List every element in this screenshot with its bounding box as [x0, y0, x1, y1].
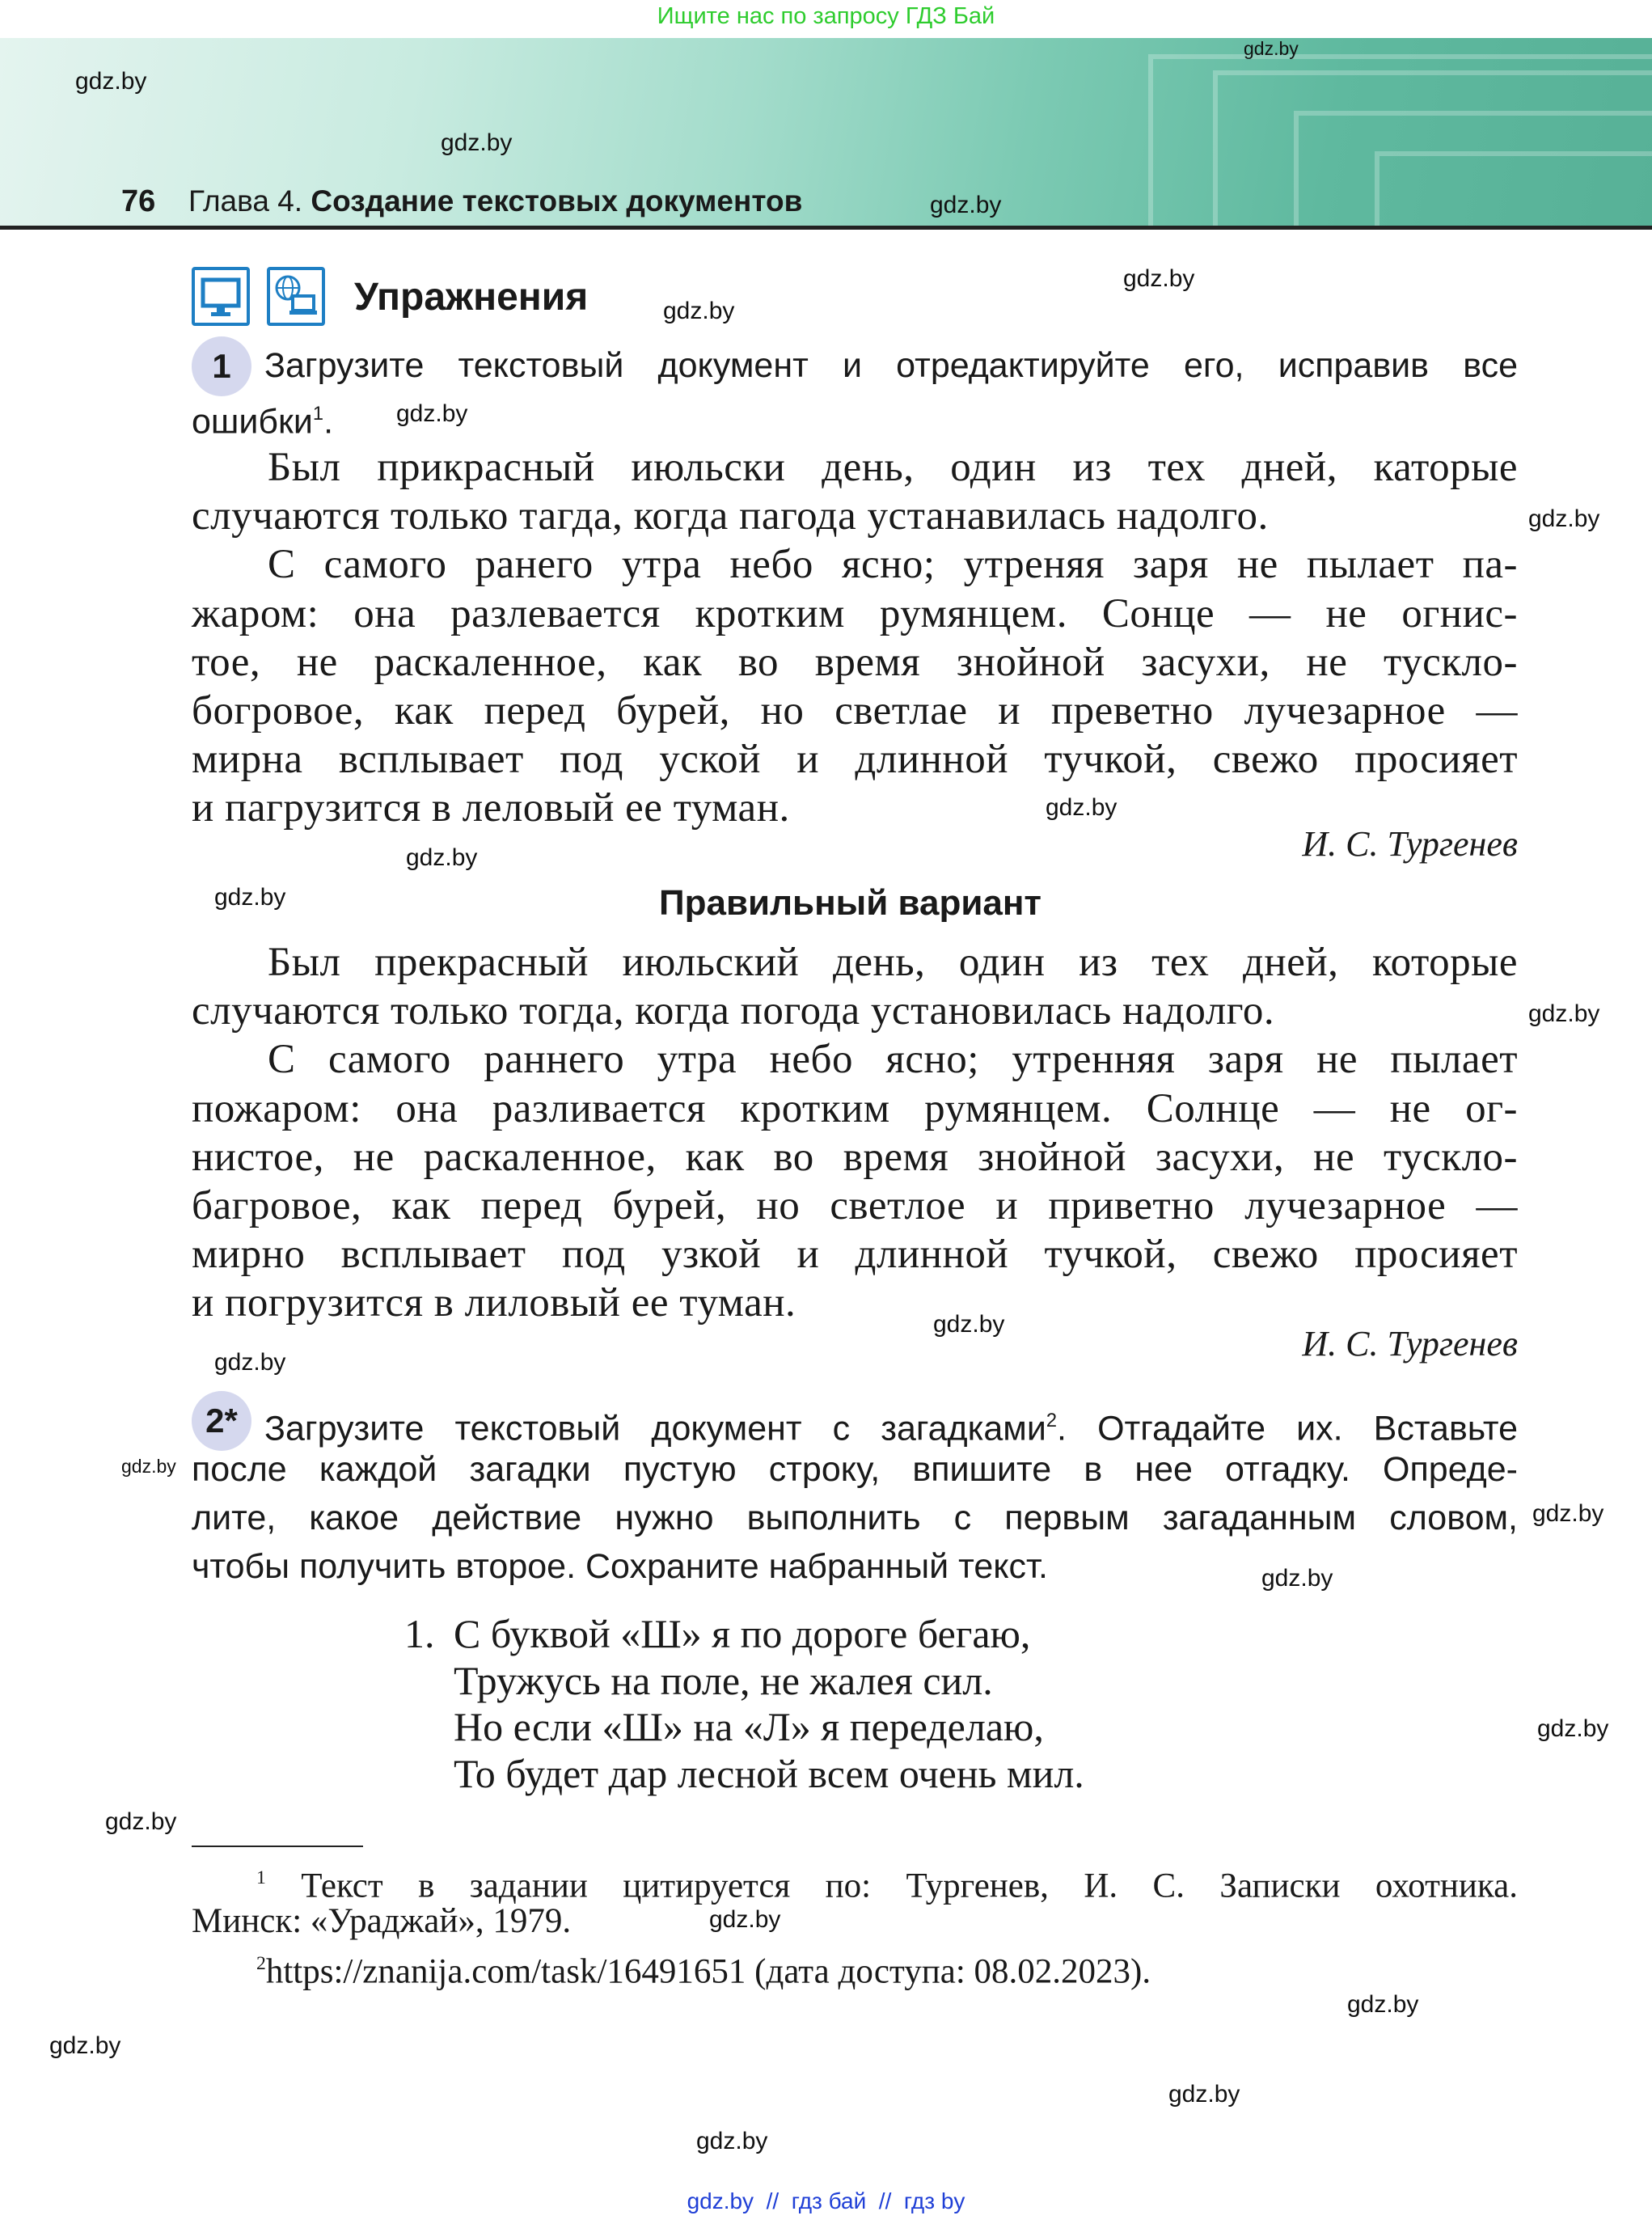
- watermark: gdz.by: [75, 68, 147, 95]
- text-line: багровое, как перед бурей, но светлое и приветно лучезарное —: [192, 1182, 1518, 1228]
- footnote-1: [192, 1857, 1518, 1943]
- chapter-name: Создание текстовых документов: [311, 184, 803, 218]
- text-line: Минск: «Ураджай», 1979.: [192, 1902, 572, 1940]
- chapter-title: [188, 184, 802, 218]
- text-line: Был прикрасный июльски день, один из тех дней, каторые: [268, 445, 1518, 490]
- riddle-line: [404, 1611, 1084, 1658]
- globe-laptop-icon: [267, 267, 325, 326]
- watermark: gdz.by: [696, 2128, 768, 2154]
- text-line: [192, 1857, 1519, 1905]
- text-line: мирна всплывает под уской и длинной тучкой, свежо просияет: [192, 737, 1518, 783]
- search-hint: Ищите нас по запросу ГДЗ Бай: [657, 3, 995, 29]
- text-line: тое, не раскаленное, как во время знойной засухи, не тускло-: [192, 639, 1518, 685]
- text-line: С самого раннего утра небо ясно; утренняя заря не пылает: [268, 1037, 1518, 1083]
- task-number-badge: 1: [192, 336, 251, 396]
- text-line: мирно всплывает под узкой и длинной тучкой, свежо просияет: [192, 1232, 1518, 1278]
- text-line: случаются только тагда, когда пагода устанавилась надолго.: [192, 493, 1269, 539]
- riddle-line: Тружусь на поле, не жалея сил.: [454, 1657, 993, 1703]
- watermark: gdz.by: [396, 400, 468, 427]
- text: С буквой «Ш» я по дороге бегаю,: [454, 1611, 1031, 1656]
- text-line: ошибки$^1$.: [192, 402, 334, 442]
- riddle-line: Но если «Ш» на «Л» я переделаю,: [454, 1704, 1044, 1749]
- author: И. С. Тургенев: [1302, 1324, 1518, 1364]
- watermark: gdz.by: [933, 1311, 1005, 1338]
- text-line: и погрузится в лиловый ее туман.: [192, 1280, 796, 1326]
- watermark: gdz.by: [1532, 1500, 1604, 1527]
- text-line: Загрузите текстовый документ и отредактируйте его, исправив все: [264, 346, 1518, 385]
- text: Загрузите текстовый документ с загадками: [264, 1409, 1046, 1448]
- watermark: gdz.by: [406, 844, 478, 871]
- watermark: gdz.by: [49, 2032, 121, 2059]
- footnote-mark: 2: [256, 1953, 266, 1974]
- footnote-divider: [192, 1846, 363, 1847]
- text: . Отгадайте их. Вставьте: [1057, 1409, 1518, 1448]
- watermark: gdz.by: [1168, 2081, 1240, 2108]
- task-2-text: [192, 1397, 1518, 1591]
- watermark: gdz.by: [930, 192, 1002, 218]
- watermark: gdz.by: [105, 1808, 177, 1835]
- page-number: 76: [121, 184, 156, 218]
- watermark: gdz.by: [441, 129, 513, 156]
- riddle-line: То будет дар лесной всем очень мил.: [454, 1750, 1084, 1796]
- watermark: gdz.by: [1528, 505, 1600, 532]
- watermark: gdz.by: [214, 1349, 286, 1376]
- watermark: gdz.by: [1537, 1715, 1609, 1742]
- text-line: Был прекрасный июльский день, один из тех дней, которые: [268, 940, 1518, 985]
- footnote-ref: 1: [312, 404, 324, 425]
- footnote-2: [192, 1943, 1518, 1994]
- corrected-text: [192, 938, 1518, 1328]
- text-line: С самого ранего утра небо ясно; утреняя заря не пылает па-: [268, 542, 1518, 588]
- watermark: gdz.by: [214, 884, 286, 911]
- text-with-errors: [192, 443, 1518, 833]
- text-line: богровое, как перед бурей, но светлае и преветно лучезарное —: [192, 687, 1518, 734]
- watermark: gdz.by: [1123, 265, 1195, 292]
- watermark: gdz.by: [663, 298, 735, 324]
- watermark: gdz.by: [1347, 1991, 1419, 2018]
- footnote-mark: 1: [256, 1867, 266, 1888]
- text: ошибки: [192, 402, 313, 442]
- watermark: gdz.by: [1261, 1565, 1333, 1592]
- riddle: [404, 1611, 1084, 1797]
- text: Текст в задании цитируется по: Тургенев, И. С. Записки охотника.: [301, 1867, 1519, 1905]
- text-line: случаются только тогда, когда погода установилась надолго.: [192, 988, 1275, 1034]
- text-line: и пагрузится в леловый ее туман.: [192, 785, 790, 831]
- watermark: gdz.by: [121, 1456, 176, 1477]
- section-title: Упражнения: [354, 276, 589, 319]
- text: https://znanija.com/task/16491651 (дата доступа: 08.02.2023).: [265, 1952, 1151, 1991]
- text-line: жаром: она разлевается кротким румянцем. Сонце — не огнис-: [192, 590, 1518, 636]
- computer-icon: [192, 267, 250, 326]
- watermark: gdz.by: [1244, 38, 1299, 59]
- task-number-badge: 2*: [192, 1391, 251, 1451]
- chapter-prefix: Глава 4.: [188, 184, 303, 218]
- text-line: чтобы получить второе. Сохраните набранный текст.: [192, 1547, 1048, 1586]
- correct-variant-heading: Правильный вариант: [659, 883, 1041, 923]
- watermark: gdz.by: [1046, 794, 1118, 821]
- watermark: gdz.by: [1528, 1000, 1600, 1027]
- bottom-links[interactable]: gdz.by // гдз бай // гдз by: [687, 2188, 965, 2213]
- task-1-text: [192, 341, 1518, 442]
- footnote-ref: 2: [1046, 1410, 1058, 1431]
- riddle-number: 1.: [404, 1611, 435, 1656]
- text-line: после каждой загадки пустую строку, впишите в нее отгадку. Опреде-: [192, 1450, 1518, 1489]
- text-line: пожаром: она разливается кротким румянцем. Солнце — не ог-: [192, 1085, 1518, 1131]
- watermark: gdz.by: [709, 1906, 781, 1933]
- text-line: [192, 1397, 1518, 1448]
- text-line: нистое, не раскаленное, как во время знойной засухи, не тускло-: [192, 1134, 1518, 1180]
- author: И. С. Тургенев: [1302, 824, 1518, 864]
- text-line: лите, какое действие нужно выполнить с первым загаданным словом,: [192, 1499, 1518, 1537]
